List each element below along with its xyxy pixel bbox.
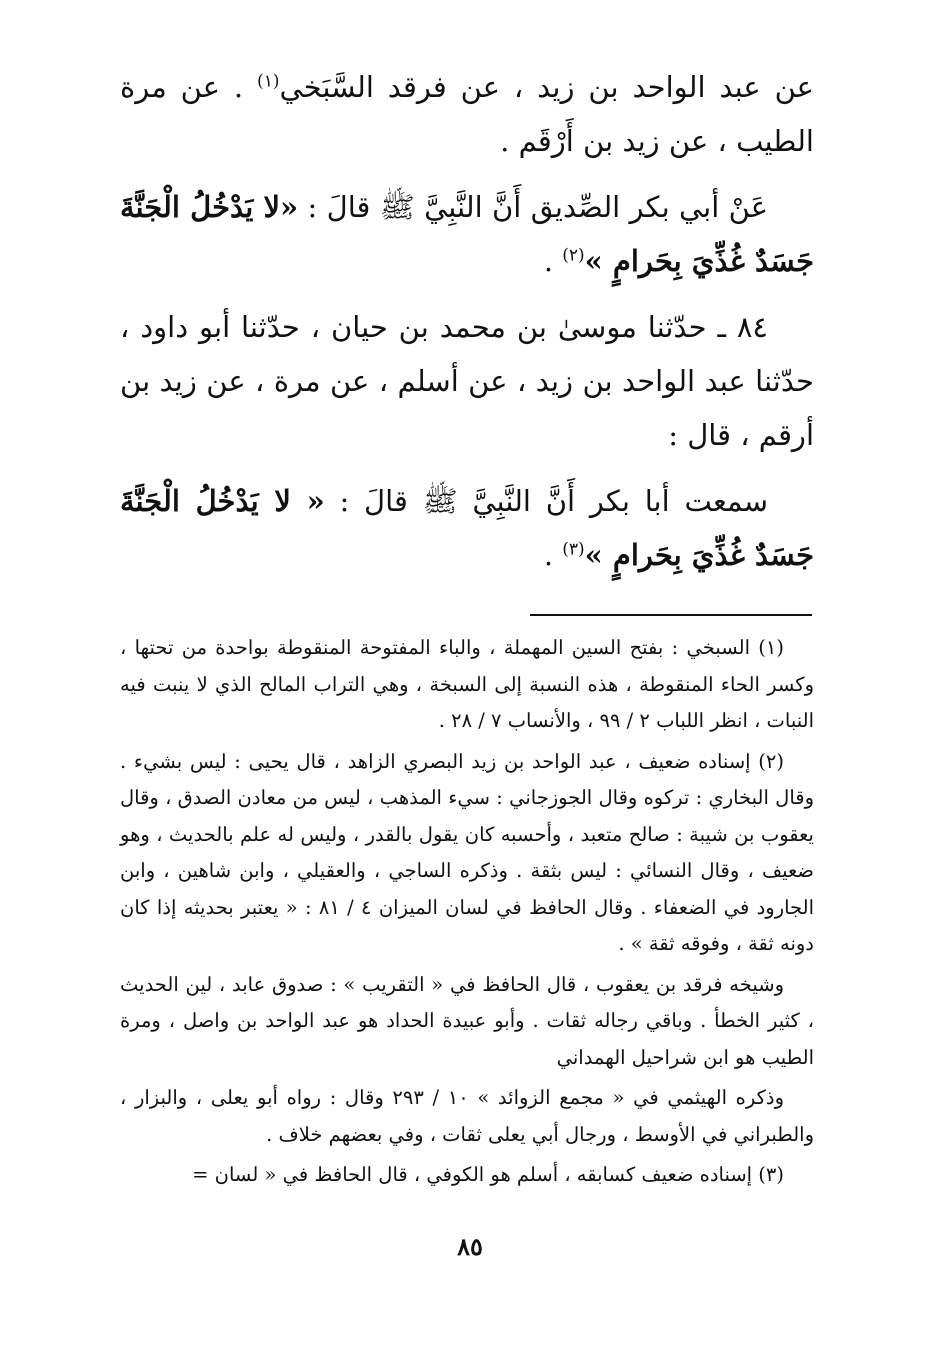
main-text	[120, 60, 814, 594]
footnotes	[120, 630, 814, 1198]
footnote-2-continued: وشيخه فرقد بن يعقوب ، قال الحافظ في « التقريب » : صدوق عابد ، لين الحديث ، كثير الخطأ . وباقي رجاله ثقات . وأبو عبيدة الحداد هو عبد الواحد بن واصل ، ومرة الطيب هو ابن شراحيل الهمداني	[120, 972, 814, 1069]
hadith-text-2: « لا يَدْخُلُ الْجَنَّةَ جَسَدٌ غُذِّيَ بِحَرامٍ »	[120, 484, 814, 572]
page-number: ٨٥	[457, 1232, 483, 1261]
footnote-1: (١) السبخي : بفتح السين المهملة ، والباء المفتوحة المنقوطة بواحدة من تحتها ، وكسر الحاء المنقوطة ، هذه النسبة إلى السبخة ، وهي التراب المالح الذي لا ينبت فيه النبات ، انظر اللباب ٢ / ٩٩ ، والأنساب ٧ / ٢٨ .	[120, 636, 814, 732]
paragraph-hadith-2: سمعت أبا بكر أَنَّ النَّبِيَّ ﷺ قالَ : « لا يَدْخُلُ الْجَنَّةَ جَسَدٌ غُذِّيَ بِحَرامٍ »$^{(٣)}$ .	[120, 484, 814, 572]
paragraph-chain-continuation: عن عبد الواحد بن زيد ، عن فرقد السَّبَخي$^{(١)}$ . عن مرة الطيب ، عن زيد بن أَرْقَم .	[120, 70, 814, 158]
hadith-text-1: «لا يَدْخُلُ الْجَنَّةَ جَسَدٌ غُذِّيَ بِحَرامٍ »	[120, 190, 814, 278]
footnote-3: (٣) إسناده ضعيف كسابقه ، أسلم هو الكوفي ، قال الحافظ في « لسان =	[192, 1163, 784, 1186]
footnote-ref-1[interactable]: (١)	[257, 71, 280, 92]
paragraph-narration-84: ٨٤ ـ حدّثنا موسىٰ بن محمد بن حيان ، حدّثنا أبو داود ، حدّثنا عبد الواحد بن زيد ، عن أسلم ، عن مرة ، عن زيد بن أرقم ، قال :	[120, 310, 814, 452]
footnote-ref-2[interactable]: (٢)	[562, 245, 585, 266]
footnote-separator	[530, 614, 812, 616]
footnote-ref-3[interactable]: (٣)	[562, 539, 585, 560]
paragraph-hadith-1: عَنْ أبي بكر الصِّديق أَنَّ النَّبِيَّ ﷺ قالَ : «لا يَدْخُلُ الْجَنَّةَ جَسَدٌ غُذِّيَ بِحَرامٍ »$^{(٢)}$ .	[120, 190, 814, 278]
footnote-2-zawaid: وذكره الهيثمي في « مجمع الزوائد » ١٠ / ٢٩٣ وقال : رواه أبو يعلى ، والبزار ، والطبراني في الأوسط ، ورجال أبي يعلى ثقات ، وفي بعضهم خلاف .	[120, 1086, 814, 1146]
footnote-2: (٢) إسناده ضعيف ، عبد الواحد بن زيد البصري الزاهد ، قال يحيى : ليس بشيء . وقال البخاري : تركوه وقال الجوزجاني : سيء المذهب ، ليس من معادن الصدق ، وقال يعقوب بن شيبة : صالح متعبد ، وأحسبه كان يقول بالقدر ، وليس له علم بالحديث ، وهو ضعيف ، وقال النسائي : ليس بثقة . وذكره الساجي ، والعقيلي ، وابن شاهين ، وابن الجارود في الضعفاء . وقال الحافظ في لسان الميزان ٤ / ٨١ : « يعتبر بحديثه إذا كان دونه ثقة ، وفوقه ثقة » .	[120, 749, 815, 955]
